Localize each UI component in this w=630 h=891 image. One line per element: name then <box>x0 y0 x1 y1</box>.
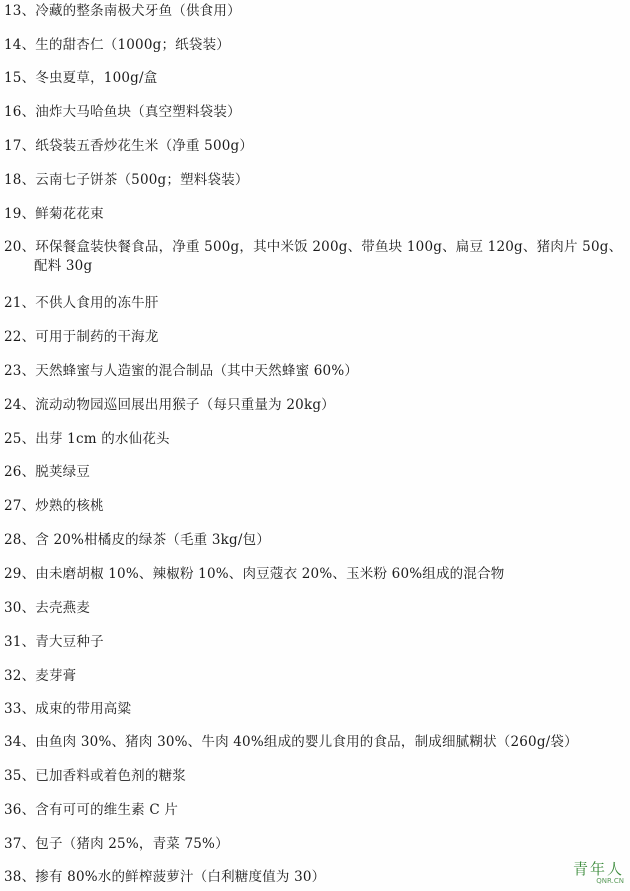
item-text: 出芽 1cm 的水仙花头 <box>35 431 170 447</box>
item-number: 36、 <box>4 802 36 818</box>
item-number: 13、 <box>4 3 36 19</box>
item-text: 冬虫夏草，100g/盒 <box>35 70 158 86</box>
item-text: 纸袋装五香炒花生米（净重 500g） <box>35 138 254 154</box>
list-item <box>4 599 626 618</box>
item-number: 16、 <box>4 104 36 120</box>
item-number: 30、 <box>4 600 36 616</box>
item-text: 含有可可的维生素 C 片 <box>35 802 179 818</box>
list-item <box>4 700 626 719</box>
list-item <box>4 430 626 449</box>
list-item <box>4 667 626 686</box>
item-number: 19、 <box>4 206 36 222</box>
item-number: 18、 <box>4 172 36 188</box>
list-item <box>4 565 626 584</box>
list-item <box>4 294 626 313</box>
item-text: 天然蜂蜜与人造蜜的混合制品（其中天然蜂蜜 60%） <box>35 363 359 379</box>
item-number: 31、 <box>4 634 36 650</box>
item-text: 流动动物园巡回展出用猴子（每只重量为 20kg） <box>35 397 335 413</box>
item-number: 22、 <box>4 329 36 345</box>
item-text: 环保餐盒装快餐食品，净重 500g，其中米饭 200g、带鱼块 100g、扁豆 120g、猪肉片 50g、 <box>35 239 623 255</box>
list-item <box>4 396 626 415</box>
watermark-main: 青年人 <box>572 860 624 878</box>
item-text: 包子（猪肉 25%，青菜 75%） <box>35 836 229 852</box>
item-text: 生的甜杏仁（1000g；纸袋装） <box>35 37 230 53</box>
watermark-logo <box>573 861 624 885</box>
item-number: 28、 <box>4 532 36 548</box>
item-text: 冷藏的整条南极犬牙鱼（供食用） <box>35 3 241 19</box>
item-text: 去壳燕麦 <box>35 600 91 616</box>
item-number: 38、 <box>4 869 36 885</box>
list-item <box>4 2 626 21</box>
list-item <box>4 36 626 55</box>
item-text: 可用于制药的干海龙 <box>35 329 159 345</box>
list-item <box>4 328 626 347</box>
list-item <box>4 238 626 276</box>
item-text: 炒熟的核桃 <box>35 498 104 514</box>
item-text: 掺有 80%水的鲜榨菠萝汁（白利糖度值为 30） <box>35 869 326 885</box>
item-number: 15、 <box>4 70 36 86</box>
item-number: 20、 <box>4 239 36 255</box>
item-text: 鲜菊花花束 <box>35 206 104 222</box>
item-text: 麦芽膏 <box>35 668 77 684</box>
list-item <box>4 362 626 381</box>
list-item <box>4 733 626 752</box>
item-number: 17、 <box>4 138 36 154</box>
item-number: 35、 <box>4 768 36 784</box>
item-number: 27、 <box>4 498 36 514</box>
watermark-sub: QNR.CN <box>596 877 624 885</box>
item-number: 26、 <box>4 464 36 480</box>
item-text: 云南七子饼茶（500g；塑料袋装） <box>35 172 249 188</box>
list-item <box>4 137 626 156</box>
item-text: 由鱼肉 30%、猪肉 30%、牛肉 40%组成的婴儿食用的食品，制成细腻糊状（260g/袋） <box>35 734 578 750</box>
list-item <box>4 171 626 190</box>
item-text-continued: 配料 30g <box>34 258 93 274</box>
list-item <box>4 868 626 887</box>
list-item <box>4 463 626 482</box>
list-item <box>4 69 626 88</box>
list-item <box>4 205 626 224</box>
list-item <box>4 767 626 786</box>
list-item <box>4 835 626 854</box>
item-text: 已加香料或着色剂的糖浆 <box>35 768 186 784</box>
list-item <box>4 633 626 652</box>
list-item <box>4 801 626 820</box>
item-text: 青大豆种子 <box>35 634 104 650</box>
item-number: 37、 <box>4 836 36 852</box>
item-text: 不供人食用的冻牛肝 <box>35 295 159 311</box>
item-number: 33、 <box>4 701 36 717</box>
item-text: 油炸大马哈鱼块（真空塑料袋装） <box>35 104 241 120</box>
item-number: 14、 <box>4 37 36 53</box>
item-number: 21、 <box>4 295 36 311</box>
item-text: 由未磨胡椒 10%、辣椒粉 10%、肉豆蔻衣 20%、玉米粉 60%组成的混合物 <box>35 566 505 582</box>
item-number: 25、 <box>4 431 36 447</box>
item-number: 32、 <box>4 668 36 684</box>
item-number: 24、 <box>4 397 36 413</box>
item-text: 脱荚绿豆 <box>35 464 91 480</box>
item-number: 29、 <box>4 566 36 582</box>
item-number: 23、 <box>4 363 36 379</box>
item-text: 含 20%柑橘皮的绿茶（毛重 3kg/包） <box>35 532 271 548</box>
item-text: 成束的带用高粱 <box>35 701 132 717</box>
list-item <box>4 497 626 516</box>
item-number: 34、 <box>4 734 36 750</box>
list-item <box>4 531 626 550</box>
list-item <box>4 103 626 122</box>
